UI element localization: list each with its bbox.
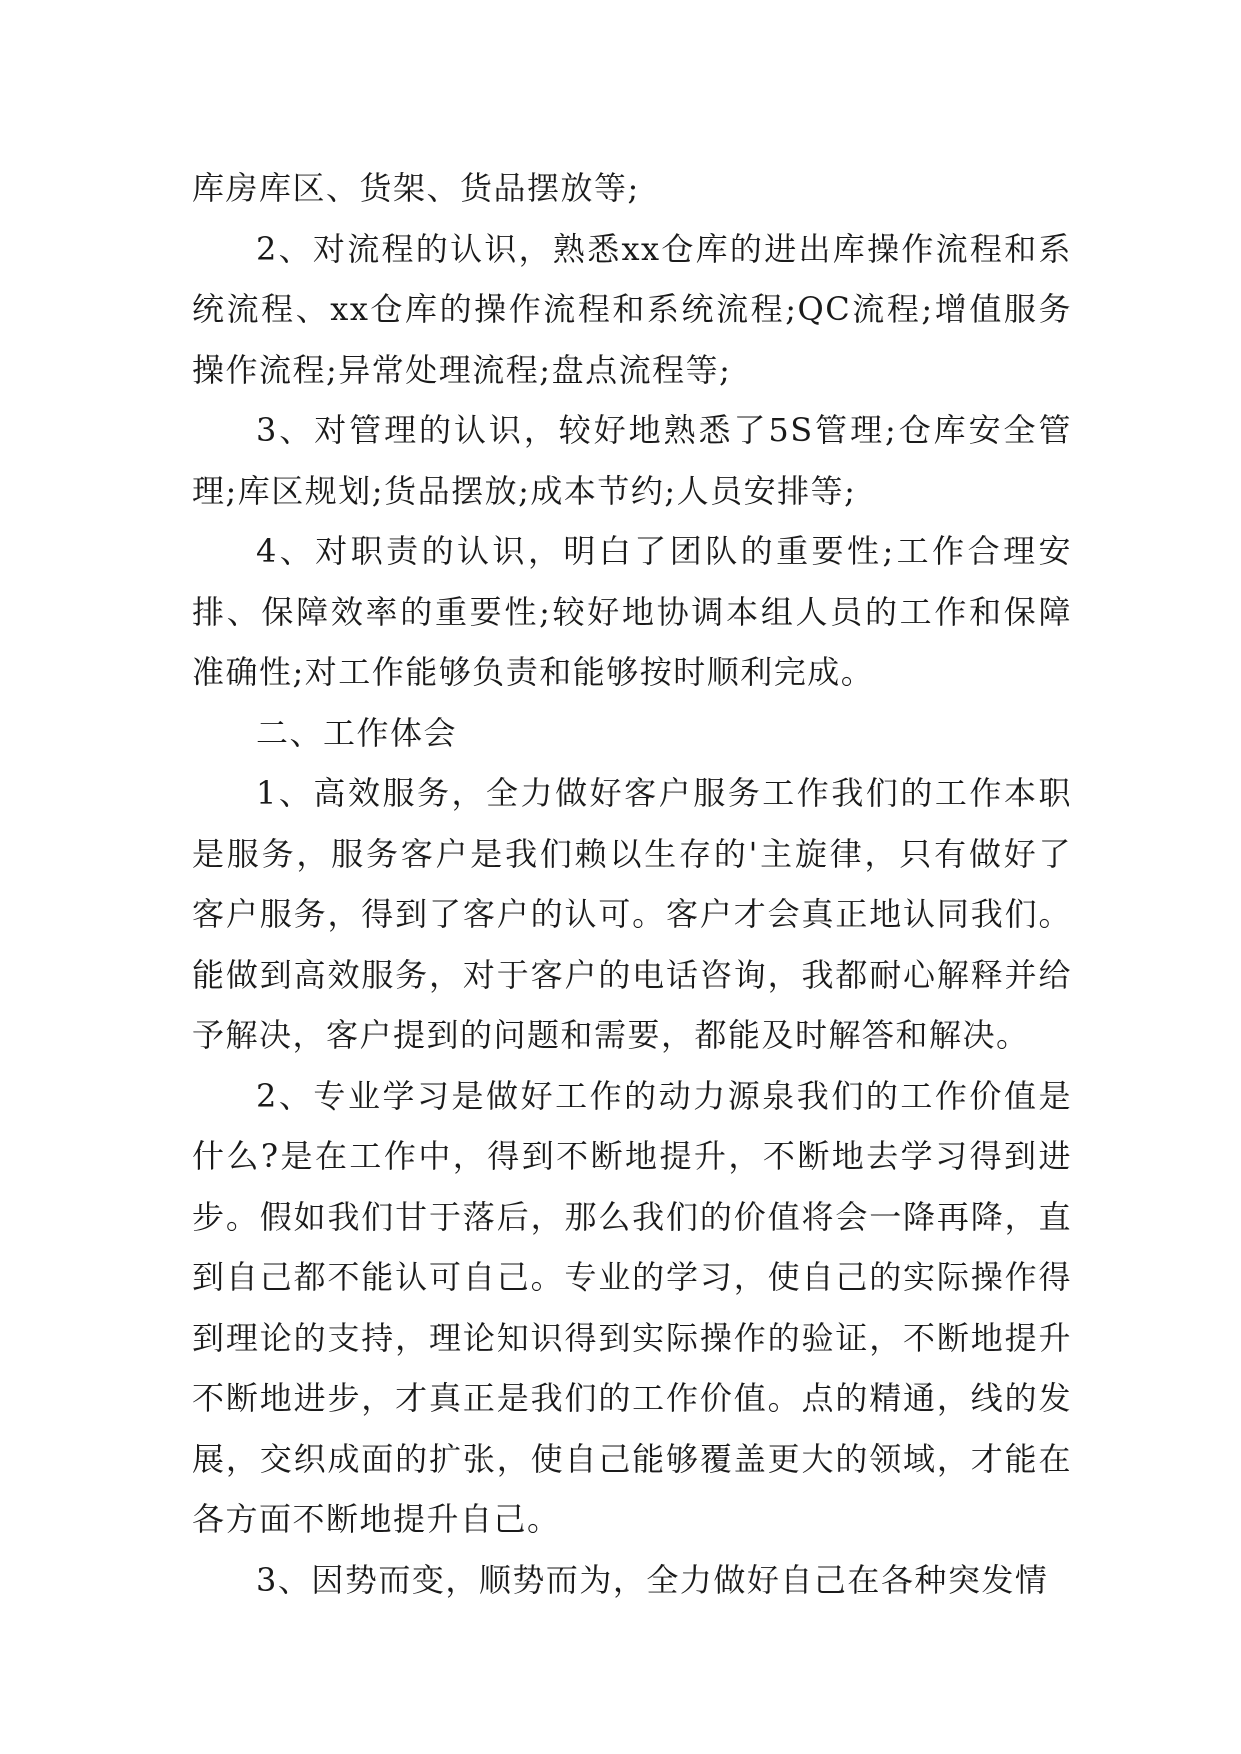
paragraph-4: 4、对职责的认识，明白了团队的重要性;工作合理安排、保障效率的重要性;较好地协调本组人员的工作和保障准确性;对工作能够负责和能够按时顺利完成。: [192, 532, 1072, 691]
paragraph-7: 3、因势而变，顺势而为，全力做好自己在各种突发情: [256, 1560, 1049, 1599]
document-body: [192, 158, 1072, 1610]
paragraph-3: 3、对管理的认识，较好地熟悉了5S管理;仓库安全管理;库区规划;货品摆放;成本节约;人员安排等;: [192, 411, 1072, 510]
paragraph-6: 2、专业学习是做好工作的动力源泉我们的工作价值是什么?是在工作中，得到不断地提升，不断地去学习得到进步。假如我们甘于落后，那么我们的价值将会一降再降，直到自己都不能认可自己。专业的学习，使自己的实际操作得到理论的支持，理论知识得到实际操作的验证，不断地提升不断地进步，才真正是我们的工作价值。点的精通，线的发展，交织成面的扩张，使自己能够覆盖更大的领域，才能在各方面不断地提升自己。: [192, 1076, 1072, 1538]
section-heading: 二、工作体会: [256, 713, 458, 752]
paragraph-5: 1、高效服务，全力做好客户服务工作我们的工作本职是服务，服务客户是我们赖以生存的'主旋律，只有做好了客户服务，得到了客户的认可。客户才会真正地认同我们。能做到高效服务，对于客户的电话咨询，我都耐心解释并给予解决，客户提到的问题和需要，都能及时解答和解决。: [192, 774, 1072, 1054]
paragraph-2: 2、对流程的认识，熟悉xx仓库的进出库操作流程和系统流程、xx仓库的操作流程和系统流程;QC流程;增值服务操作流程;异常处理流程;盘点流程等;: [192, 229, 1072, 389]
paragraph-1: 库房库区、货架、货品摆放等;: [192, 169, 640, 207]
